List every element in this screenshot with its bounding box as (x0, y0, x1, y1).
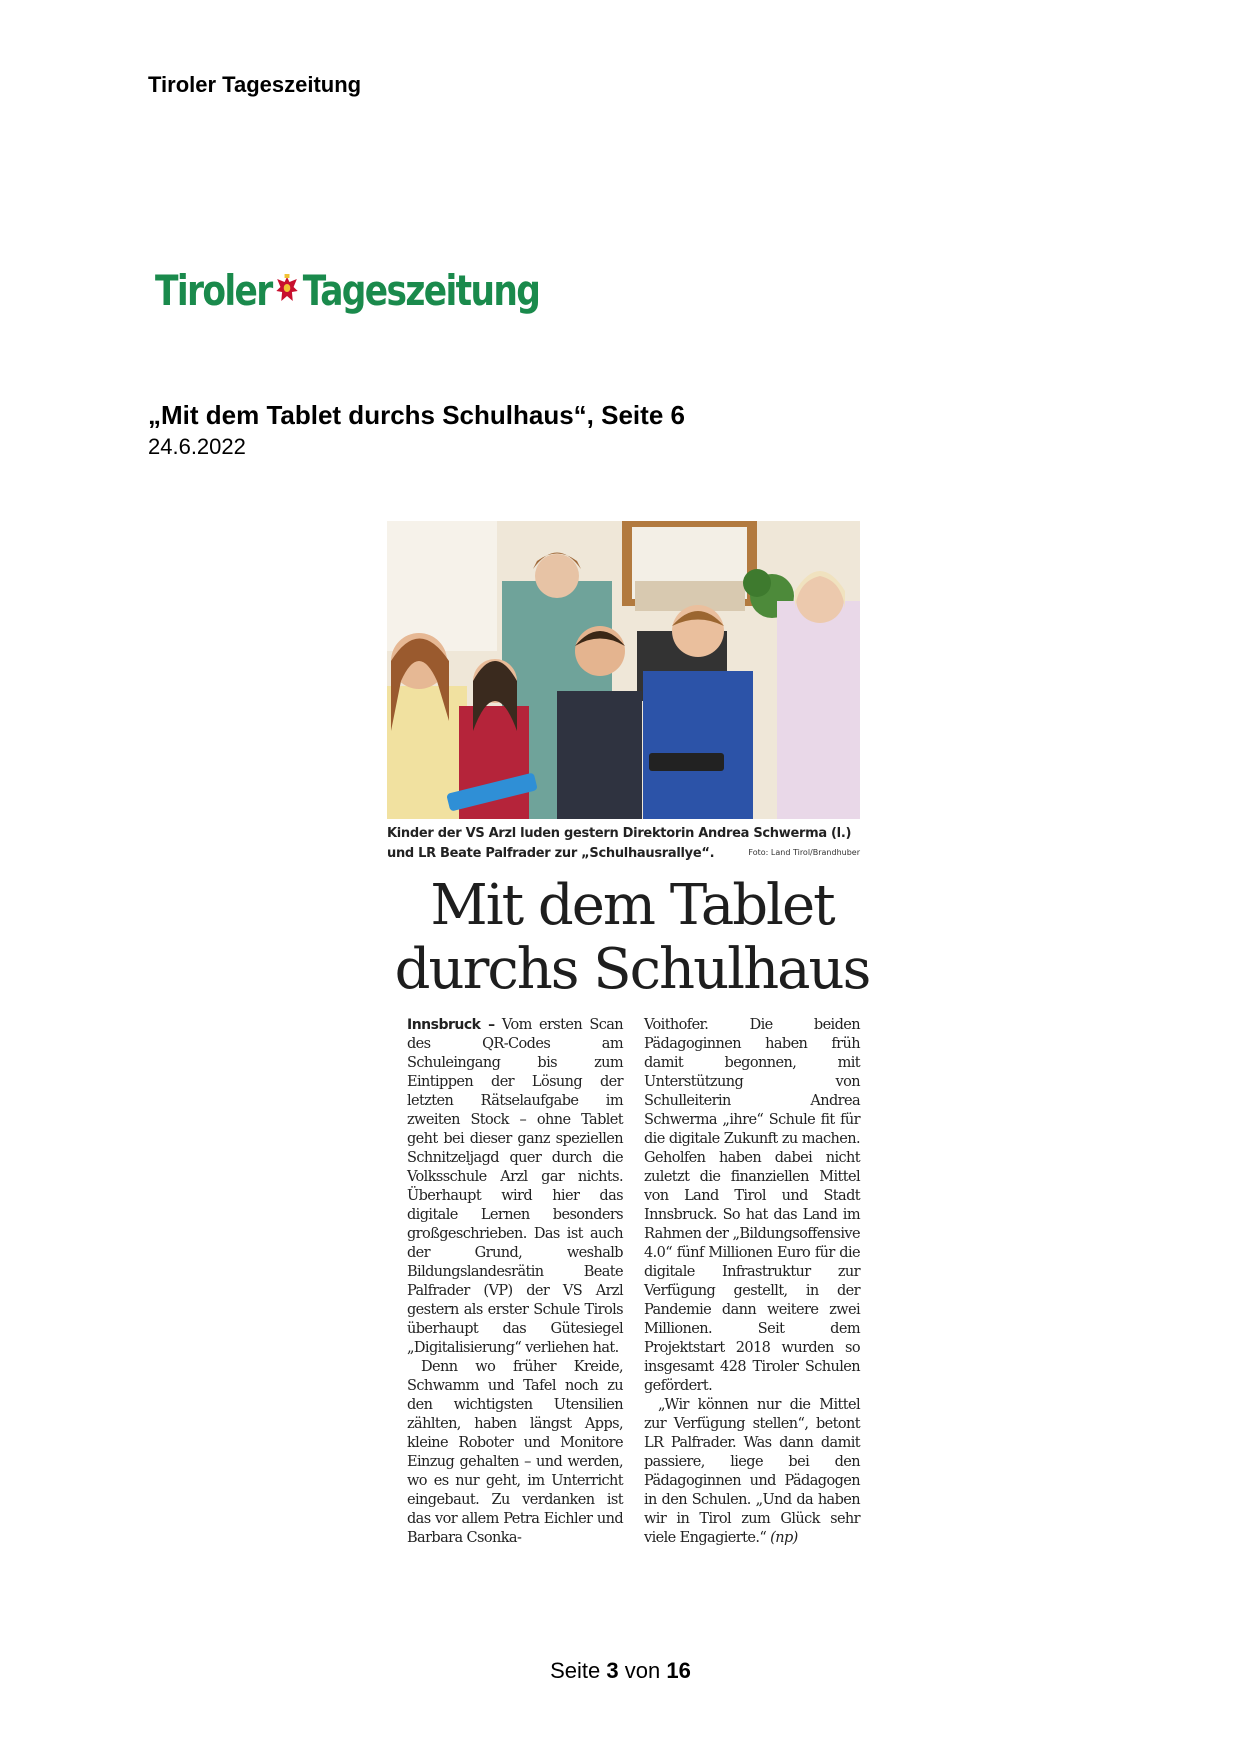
author-signature: (np) (770, 1530, 798, 1546)
headline-line-1: Mit dem Tablet (430, 873, 834, 938)
paragraph: Denn wo früher Kreide, Schwamm und Tafel noch zu den wichtigsten Utensilien zählten, haben längst Apps, kleine Roboter und Monitore Einzug gehalten – und werden, wo es nur geht, im Unterricht eingebaut. Zu verdanken ist das vor allem Petra Eichler und Barbara Csonka- (407, 1359, 623, 1546)
newspaper-logo (155, 262, 539, 318)
paragraph (407, 1016, 623, 1358)
photo-caption: Kinder der VS Arzl luden gestern Direktorin Andrea Schwerma (l.) und LR Beate Palfrader zur „Schulhausrallye“. (387, 826, 852, 861)
article-column-1 (407, 1016, 624, 1546)
document-header-title: Tiroler Tageszeitung (148, 72, 362, 97)
article-date: 24.6.2022 (148, 434, 246, 459)
article-column-2 (644, 1016, 860, 1546)
tyrolean-eagle-icon (275, 273, 300, 307)
photo-credit: Foto: Land Tirol/Brandhuber (748, 848, 860, 857)
page-footer (0, 1658, 1241, 1684)
page-label: Seite (550, 1658, 601, 1683)
paragraph (644, 1396, 860, 1548)
page-of-label: von (624, 1658, 661, 1683)
total-page-count: 16 (666, 1658, 691, 1683)
article-headline (387, 874, 877, 1002)
paragraph: Voithofer. Die beiden Pädagoginnen haben früh damit begonnen, mit Unterstützung von Schulleiterin Andrea Schwerma „ihre“ Schule fit für die digitale Zukunft zu machen. Geholfen haben dabei nicht zuletzt die finanziellen Mittel von Land Tirol und Stadt Innsbruck. So hat das Land im Rahmen der „Bildungsoffensive 4.0“ fünf Millionen Euro für die digitale Infrastruktur zur Verfügung gestellt, in der Pandemie dann weitere zwei Millionen. Seit dem Projektstart 2018 wurden so insgesamt 428 Tiroler Schulen gefördert. (644, 1017, 860, 1394)
article-title: „Mit dem Tablet durchs Schulhaus“, Seite 6 (148, 400, 685, 430)
dateline: Innsbruck – (407, 1017, 495, 1033)
current-page-number: 3 (606, 1658, 619, 1683)
article-photo (387, 521, 860, 819)
headline-line-2: durchs Schulhaus (394, 937, 870, 1002)
paragraph-text: „Wir können nur die Mittel zur Verfügung stellen“, betont LR Palfrader. Was dann damit passiere, liege bei den Pädagoginnen und Pädagogen in den Schulen. „Und da haben wir in Tirol zum Glück sehr viele Engagierte.“ (644, 1397, 860, 1546)
logo-text-left: Tiroler (155, 265, 272, 315)
photo-illustration (387, 521, 860, 819)
article-body (407, 1016, 860, 1546)
paragraph-text: Vom ersten Scan des QR-Codes am Schuleingang bis zum Eintippen der Lösung der letzten Rätselaufgabe im zweiten Stock – ohne Tablet geht bei dieser ganz speziellen Schnitzeljagd quer durch die Volksschule Arzl gar nichts. Überhaupt wird hier das digitale Lernen besonders großgeschrieben. Das ist auch der Grund, weshalb Bildungslandesrätin Beate Palfrader (VP) der VS Arzl gestern als erster Schule Tirols überhaupt das Gütesiegel „Digitalisierung“ verliehen hat. (407, 1017, 624, 1356)
logo-text-right: Tageszeitung (302, 265, 540, 315)
